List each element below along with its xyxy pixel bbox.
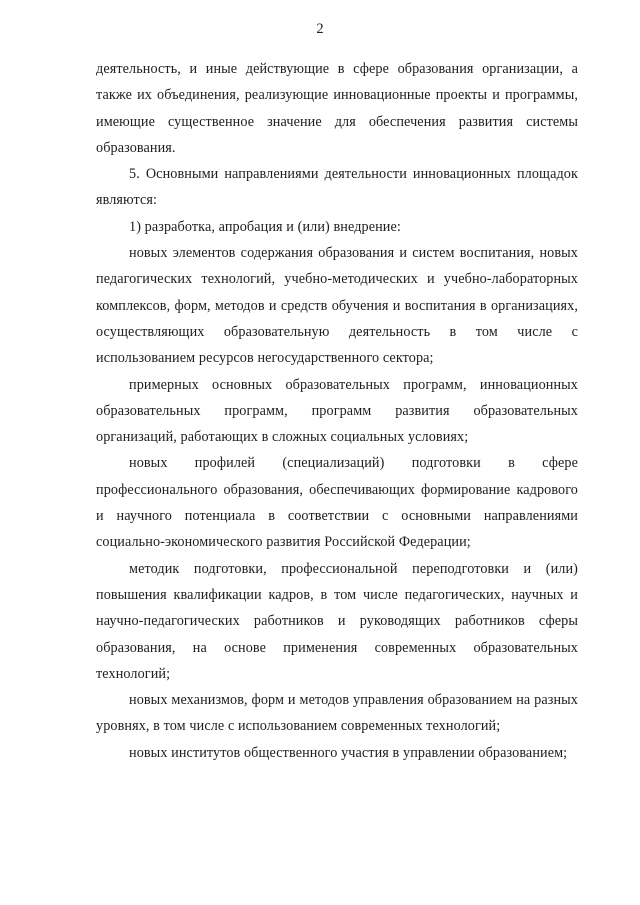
paragraph-institutes: новых институтов общественного участия в управлении образованием;	[129, 744, 568, 761]
paragraph-programs: примерных основных образовательных программ, инновационных образовательных программ, программ развития образовательных организаций, работающих в сложных социальных условиях;	[96, 376, 578, 446]
paragraph-continuation: деятельность, и иные действующие в сфере образования организации, а также их объединения, реализующие инновационные проекты и программы, имеющие существенное значение для обеспечения развития системы образования.	[96, 61, 578, 156]
paragraph-profiles: новых профилей (специализаций) подготовки в сфере профессионального образования, обеспечивающих формирование кадрового и научного потенциала в соответствии с основными направлениями социально-экономического развития Российской Федерации;	[96, 455, 578, 551]
paragraph-item-5: 5. Основными направлениями деятельности инновационных площадок являются:	[96, 166, 578, 209]
paragraph-new-elements: новых элементов содержания образования и систем воспитания, новых педагогических технологий, учебно-методических и учебно-лабораторных комплексов, форм, методов и средств обучения и воспитания в организациях, осуществляющих образовательную деятельность в том числе с использованием ресурсов негосударственного сектора;	[96, 245, 578, 367]
paragraph-subitem-1: 1) разработка, апробация и (или) внедрение:	[129, 218, 401, 235]
page-number: 2	[316, 21, 324, 37]
paragraph-methods: методик подготовки, профессиональной переподготовки и (или) повышения квалификации кадров, в том числе педагогических, научных и научно-педагогических работников и руководящих работников сферы образования, на основе применения современных образовательных технологий;	[96, 560, 578, 682]
document-body	[96, 56, 578, 766]
paragraph-mechanisms: новых механизмов, форм и методов управления образованием на разных уровнях, в том числе с использованием современных технологий;	[96, 692, 578, 735]
